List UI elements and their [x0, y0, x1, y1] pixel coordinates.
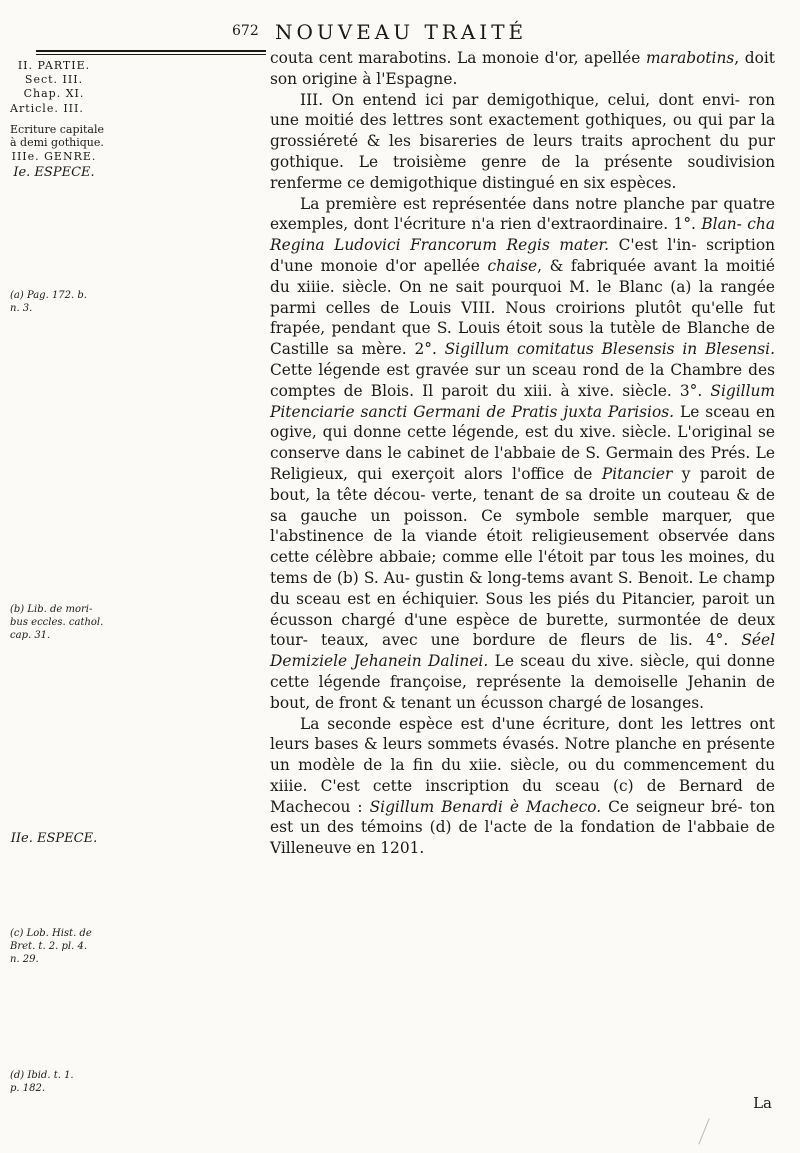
- note-b-line2: bus eccles. cathol.: [10, 617, 104, 628]
- header-rule-thin: [36, 54, 266, 55]
- margin-espece-2: IIe. ESPECE.: [10, 831, 98, 846]
- note-c-line3: n. 29.: [10, 954, 39, 965]
- margin-espece-1: Ie. ESPECE.: [13, 165, 95, 180]
- note-a-line1: (a) Pag. 172. b.: [10, 290, 87, 301]
- header-rule: [36, 50, 266, 52]
- catchword: La: [753, 1094, 772, 1112]
- margin-topic-line2: à demi gothique.: [10, 136, 104, 149]
- running-head: [0, 22, 800, 48]
- note-c-line2: Bret. t. 2. pl. 4.: [10, 941, 88, 952]
- margin-topic-line1: Ecriture capitale: [10, 123, 105, 136]
- margin-genre: IIIe. GENRE.: [11, 150, 97, 163]
- paragraph-3: La première est représentée dans notre planche par quatre exemples, dont l'écriture n'a rien d'extraordinaire. 1°. Blan- cha Regina Ludovici Francorum Regis mater. C'est l'in- scription d'une monoie d'or apellée chaise, & fabriquée avant la moitié du xiiie. siècle. On ne sait pourquoi M. le Blanc (a) la rangée parmi celles de Louis VIII. Nous croirions plutôt qu'elle fut frapée, pendant que S. Louis étoit sous la tutèle de Blanche de Castille sa mère. 2°. Sigillum comitatus Blesensis in Blesensi. Cette légende est gravée sur un sceau rond de la Chambre des comptes de Blois. Il paroit du xiii. à xive. siècle. 3°. Sigillum Pitenciarie sancti Germani de Pratis juxta Parisios. Le sceau en ogive, qui donne cette légende, est du xive. siècle. L'original se conserve dans le cabinet de l'abbaie de S. Germain des Prés. Le Religieux, qui exerçoit alors l'office de Pitancier y paroit de bout, la tête décou- verte, tenant de sa droite un couteau & de sa gauche un poisson. Ce symbole semble marquer, que l'abstinence de la viande étoit religieusement observée dans cette célèbre abbaie; comme elle l'étoit par tous les moines, du tems de (b) S. Au- gustin & long-tems avant S. Benoit. Le champ du sceau est en échiquier. Sous les piés du Pitancier, paroit un écusson chargé d'une espèce de burette, surmontée de deux tour- teaux, avec une bordure de fleurs de lis. 4°. Séel Demiziele Jehanein Dalinei. Le sceau du xive. siècle, qui donne cette légende françoise, représente la demoiselle Jehanin de bout, de front & tenant un écusson chargé de losanges.: [270, 194, 776, 712]
- note-d-line1: (d) Ibid. t. 1.: [10, 1070, 74, 1081]
- note-b-line3: cap. 31.: [10, 630, 51, 641]
- note-b-line1: (b) Lib. de mori-: [10, 604, 93, 615]
- running-title: NOUVEAU TRAITÉ: [275, 20, 528, 44]
- margin-section: Sect. III.: [24, 73, 84, 86]
- page-mark: [698, 1118, 722, 1150]
- note-a-line2: n. 3.: [10, 303, 33, 314]
- paragraph-1: couta cent marabotins. La monoie d'or, apellée marabotins, doit son origine à l'Espagne.: [270, 49, 775, 88]
- margin-chapter: Chap. XI.: [23, 87, 85, 100]
- note-d-line2: p. 182.: [10, 1083, 46, 1094]
- margin-article: Article. III.: [10, 102, 84, 115]
- margin-part: II. PARTIE.: [17, 59, 91, 72]
- note-c-line1: (c) Lob. Hist. de: [10, 928, 92, 939]
- paragraph-2: III. On entend ici par demigothique, celui, dont envi- ron une moitié des lettres sont exactement gothiques, ou qui par la grossiéreté & les bisareries de leurs traits aprochent du pur gothique. Le troisième genre de la présente soudivision renferme ce demigothique distingué en six espèces.: [270, 90, 775, 192]
- page-number: 672: [232, 23, 259, 39]
- main-text: [270, 48, 775, 859]
- paragraph-4: La seconde espèce est d'une écriture, dont les lettres ont leurs bases & leurs sommets évasés. Notre planche en présente un modèle de la fin du xiie. siècle, ou du commencement du xiiie. C'est cette inscription du sceau (c) de Bernard de Machecou : Sigillum Benardi è Macheco. Ce seigneur bré- ton est un des témoins (d) de l'acte de la fondation de l'abbaie de Villeneuve en 1201.: [270, 714, 776, 858]
